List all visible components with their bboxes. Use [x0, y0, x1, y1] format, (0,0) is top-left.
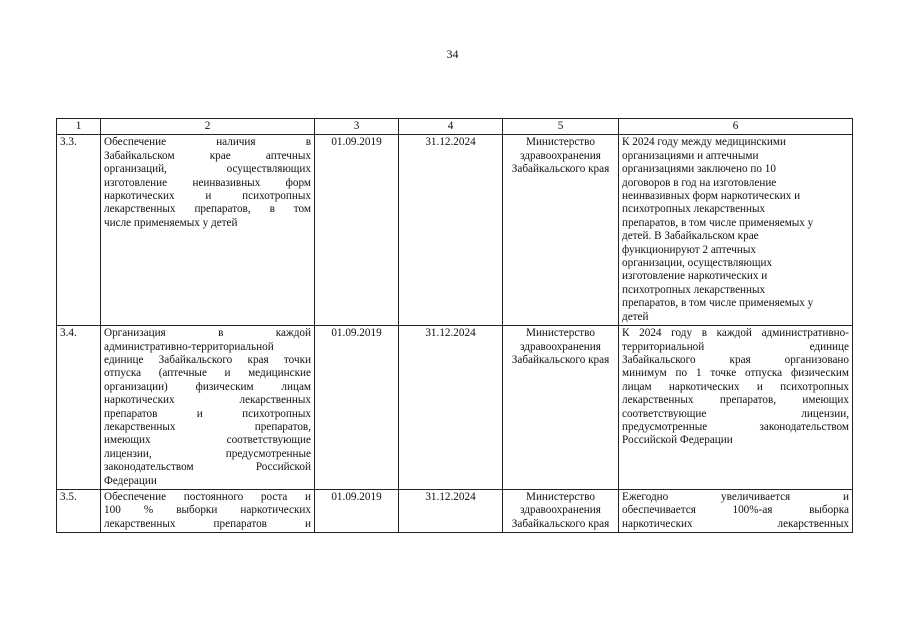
text-line: организации, осуществляющих [622, 257, 773, 270]
text-line: препаратов и психотропных [104, 407, 311, 420]
row-number: 3.4. [57, 326, 101, 490]
text-line: детей [622, 310, 649, 323]
text-line: К 2024 году в каждой административно- [622, 327, 849, 340]
col-header-6: 6 [619, 119, 853, 135]
measure-description [101, 135, 315, 326]
start-date: 01.09.2019 [315, 489, 399, 532]
col-header-3: 3 [315, 119, 399, 135]
text-line: Ежегодно увеличивается и [622, 490, 849, 503]
text-line: лекарственных препаратов, в том [104, 203, 311, 216]
table-row [57, 326, 853, 490]
text-line: законодательством Российской [104, 461, 311, 474]
text-line: Организация в каждой [104, 327, 311, 340]
text-line: Забайкальского края [511, 163, 610, 176]
text-line: К 2024 году между медицинскими [622, 136, 786, 149]
measures-table [56, 118, 853, 533]
measure-description [101, 489, 315, 532]
text-line: психотропных лекарственных [622, 283, 766, 296]
text-line: лекарственных препаратов, имеющих [622, 394, 849, 407]
text-line: Забайкальского края организовано [622, 353, 849, 366]
text-line: обеспечивается 100%-ая выборка [622, 504, 849, 517]
text-line: функционируют 2 аптечных [622, 243, 756, 256]
text-line: Министерство [526, 136, 595, 149]
text-line: неинвазивных форм наркотических и [622, 190, 801, 203]
page-number: 34 [446, 47, 459, 61]
text-line: Забайкальского края [511, 517, 610, 530]
text-line: предусмотренные законодательством [622, 420, 849, 433]
text-line: здравоохранения [520, 340, 601, 353]
text-line: лицензии, предусмотренные [104, 447, 311, 460]
text-line: соответствующие лицензии, [622, 407, 849, 420]
text-line: организации) физическим лицам [104, 380, 311, 393]
measure-description [101, 326, 315, 490]
text-line: территориальной единице [622, 340, 849, 353]
text-line: лекарственных препаратов и [104, 517, 311, 530]
table-row [57, 489, 853, 532]
text-line: наркотических лекарственных [622, 517, 849, 530]
text-line: изготовление наркотических и [622, 270, 768, 283]
table-row [57, 135, 853, 326]
expected-result [619, 489, 853, 532]
expected-result [619, 135, 853, 326]
text-line: минимум по 1 точке отпуска физическим [622, 367, 849, 380]
col-header-5: 5 [503, 119, 619, 135]
text-line: детей. В Забайкальском крае [622, 230, 759, 243]
text-line: наркотических лекарственных [104, 394, 311, 407]
text-line: лицам наркотических и психотропных [622, 380, 849, 393]
start-date: 01.09.2019 [315, 326, 399, 490]
text-line: организациями и аптечными [622, 149, 759, 162]
text-line: Российской Федерации [622, 434, 733, 447]
text-line: Забайкальском крае аптечных [104, 149, 311, 162]
text-line: Федерации [104, 474, 157, 487]
text-line: препаратов, в том числе применяемых у [622, 216, 814, 229]
end-date: 31.12.2024 [399, 489, 503, 532]
text-line: Обеспечение постоянного роста и [104, 490, 311, 503]
text-line: административно-территориальной [104, 340, 274, 353]
row-number: 3.5. [57, 489, 101, 532]
text-line: 100 % выборки наркотических [104, 504, 311, 517]
header-row [57, 119, 853, 135]
col-header-4: 4 [399, 119, 503, 135]
end-date: 31.12.2024 [399, 135, 503, 326]
text-line: единице Забайкальского края точки [104, 353, 311, 366]
executor [503, 135, 619, 326]
text-line: здравоохранения [520, 149, 601, 162]
text-line: имеющих соответствующие [104, 434, 311, 447]
text-line: числе применяемых у детей [104, 216, 238, 229]
text-line: Министерство [526, 490, 595, 503]
text-line: изготовление неинвазивных форм [104, 176, 311, 189]
text-line: отпуска (аптечные и медицинские [104, 367, 311, 380]
text-line: организаций, осуществляющих [104, 163, 311, 176]
text-line: Забайкальского края [511, 353, 610, 366]
text-line: лекарственных препаратов, [104, 420, 311, 433]
text-line: здравоохранения [520, 504, 601, 517]
col-header-2: 2 [101, 119, 315, 135]
text-line: организациями заключено по 10 [622, 163, 776, 176]
col-header-1: 1 [57, 119, 101, 135]
text-line: наркотических и психотропных [104, 190, 311, 203]
expected-result [619, 326, 853, 490]
text-line: Обеспечение наличия в [104, 136, 311, 149]
text-line: договоров в год на изготовление [622, 176, 777, 189]
text-line: психотропных лекарственных [622, 203, 766, 216]
start-date: 01.09.2019 [315, 135, 399, 326]
end-date: 31.12.2024 [399, 326, 503, 490]
row-number: 3.3. [57, 135, 101, 326]
text-line: Министерство [526, 327, 595, 340]
executor [503, 326, 619, 490]
executor [503, 489, 619, 532]
text-line: препаратов, в том числе применяемых у [622, 297, 814, 310]
